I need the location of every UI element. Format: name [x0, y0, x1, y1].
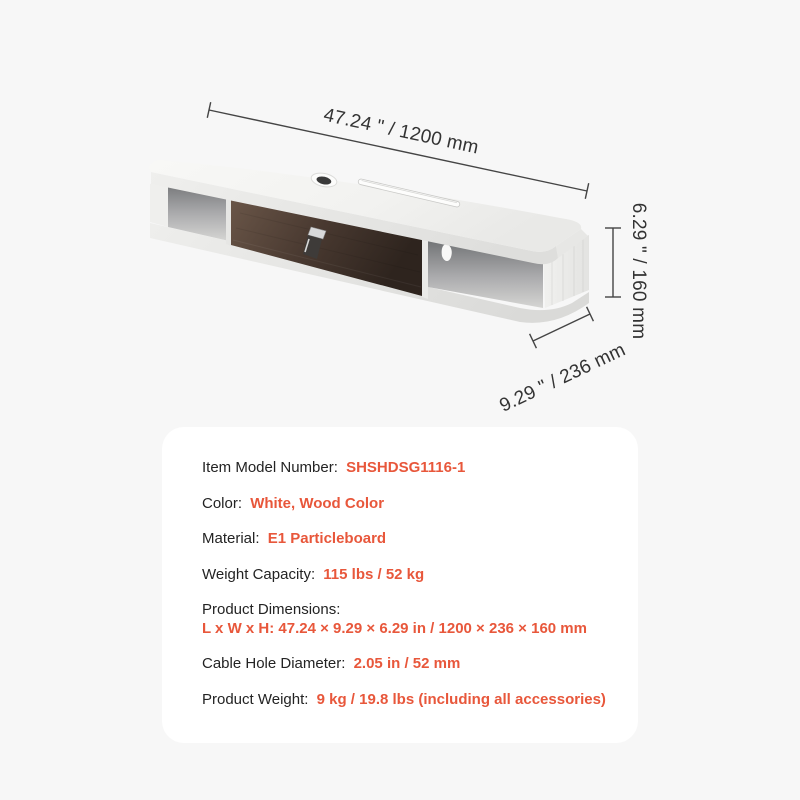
right-divider-edge: [422, 236, 428, 299]
spec-row-model-number: [202, 459, 638, 478]
spec-row-cable-hole-diameter: [202, 655, 638, 674]
spec-value: E1 Particleboard: [267, 530, 387, 547]
height-dimension-line: [605, 228, 621, 297]
spec-label: Material:: [202, 530, 260, 547]
spec-value: 2.05 in / 52 mm: [353, 655, 461, 672]
spec-value: White, Wood Color: [250, 494, 385, 512]
spec-label: Product Weight:: [202, 690, 309, 708]
spec-value: L x W x H: 47.24 × 9.29 × 6.29 in / 1200 × 236 × 160 mm: [202, 619, 587, 637]
spec-label: Product Dimensions:: [202, 601, 341, 618]
spec-value: SHSHDSG1116-1: [346, 459, 466, 476]
spec-row-color: [202, 495, 638, 514]
spec-label: Weight Capacity:: [202, 565, 316, 583]
spec-value: 115 lbs / 52 kg: [323, 565, 425, 583]
spec-label: Item Model Number:: [202, 459, 338, 476]
spec-panel: [162, 427, 638, 743]
product-illustration: [149, 160, 589, 323]
spec-row-product-weight: [202, 691, 638, 710]
spec-value: 9 kg / 19.8 lbs (including all accessories): [316, 690, 606, 708]
height-dimension-label: 6.29 " / 160 mm: [628, 202, 649, 340]
spec-label: Cable Hole Diameter:: [202, 655, 346, 672]
spec-row-weight-capacity: [202, 566, 638, 585]
shelf-left-wall: [150, 180, 168, 227]
spec-row-material: [202, 530, 638, 549]
spec-label: Color:: [202, 494, 243, 512]
width-dimension-label: 47.24 " / 1200 mm: [321, 104, 481, 159]
depth-dimension-label: 9.29 " / 236 mm: [496, 339, 629, 417]
spec-row-product-dimensions: [202, 601, 638, 638]
